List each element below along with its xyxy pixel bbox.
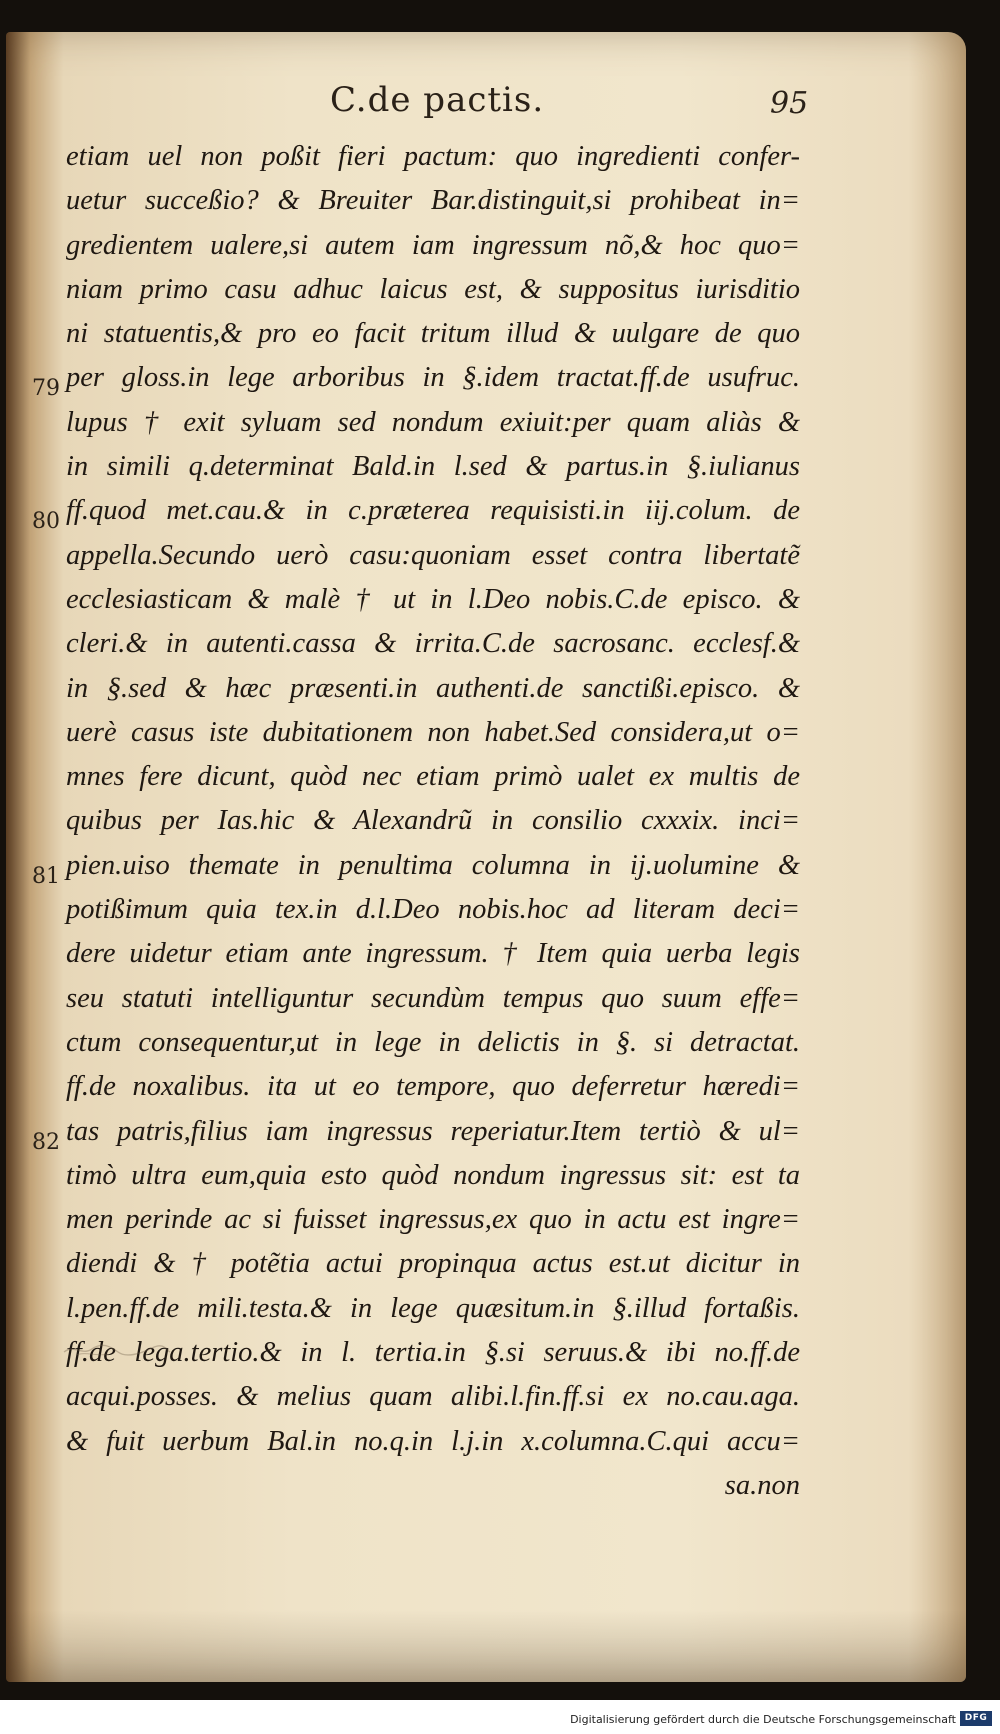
- running-head: C.de pactis.: [330, 80, 545, 120]
- text-line: appella.Secundo uerò casu:quoniam esset contra libertatẽ: [66, 539, 800, 571]
- text-line: tas patris,filius iam ingressus reperiatur.Item tertiò & ul=: [66, 1115, 800, 1147]
- digitization-credit: Digitalisierung gefördert durch die Deutsche Forschungsgemeinschaft: [570, 1713, 956, 1726]
- text-line: ff.quod met.cau.& in c.præterea requisisti.in iij.colum. de: [66, 495, 800, 527]
- catchword: sa.non: [724, 1469, 800, 1501]
- margin-number-79: 79: [32, 376, 60, 401]
- text-line: potißimum quia tex.in d.l.Deo nobis.hoc ad literam deci=: [66, 894, 800, 926]
- text-line: quibus per Ias.hic & Alexandrũ in consilio cxxxix. inci=: [66, 805, 800, 837]
- body-text: [66, 135, 800, 1508]
- text-line: cleri.& in autenti.cassa & irrita.C.de sacrosanc. ecclesf.&: [66, 628, 800, 660]
- margin-number-82: 82: [32, 1130, 60, 1155]
- text-line: ctum consequentur,ut in lege in delictis in §. si detractat.: [66, 1026, 800, 1058]
- text-line: ff.de lega.tertio.& in l. tertia.in §.si seruus.& ibi no.ff.de: [66, 1337, 800, 1369]
- text-line: l.pen.ff.de mili.testa.& in lege quæsitum.in §.illud fortaßis.: [66, 1292, 800, 1324]
- text-line: gredientem ualere,si autem iam ingressum nõ,& hoc quo=: [66, 229, 800, 261]
- text-line: per gloss.in lege arboribus in §.idem tractat.ff.de usufruc.: [66, 362, 800, 394]
- text-line: in §.sed & hæc præsenti.in authenti.de sanctißi.episco. &: [66, 672, 800, 704]
- margin-number-80: 80: [32, 509, 60, 534]
- text-line: men perinde ac si fuisset ingressus,ex quo in actu est ingre=: [66, 1204, 800, 1236]
- text-line: ff.de noxalibus. ita ut eo tempore, quo deferretur hæredi=: [66, 1071, 800, 1103]
- text-line: lupus † exit syluam sed nondum exiuit:per quam aliàs &: [66, 406, 800, 438]
- text-line: timò ultra eum,quia esto quòd nondum ingressus sit: est ta: [66, 1159, 800, 1191]
- dfg-logo: DFG: [960, 1711, 992, 1726]
- text-line: ecclesiasticam & malè † ut in l.Deo nobis.C.de episco. &: [66, 583, 800, 615]
- folio-number: 95: [770, 86, 809, 121]
- text-line: seu statuti intelliguntur secundùm tempus quo suum effe=: [66, 982, 800, 1014]
- text-line: dere uidetur etiam ante ingressum. † Item quia uerba legis: [66, 938, 800, 970]
- text-line: & fuit uerbum Bal.in no.q.in l.j.in x.columna.C.qui accu=: [66, 1425, 800, 1457]
- faded-marginal-scribble: [62, 1340, 172, 1360]
- text-line: niam primo casu adhuc laicus est, & suppositus iurisditio: [66, 273, 800, 305]
- text-line: uerè casus iste dubitationem non habet.Sed considera,ut o=: [66, 716, 800, 748]
- text-line: diendi & † potẽtia actui propinqua actus est.ut dicitur in: [66, 1248, 800, 1280]
- text-line: in simili q.determinat Bald.in l.sed & partus.in §.iulianus: [66, 451, 800, 483]
- margin-number-81: 81: [32, 864, 60, 889]
- text-line: pien.uiso themate in penultima columna in ij.uolumine &: [66, 849, 800, 881]
- text-line: ni statuentis,& pro eo facit tritum illud & uulgare de quo: [66, 318, 800, 350]
- page-shadow: [6, 1610, 966, 1682]
- text-line: mnes fere dicunt, quòd nec etiam primò ualet ex multis de: [66, 761, 800, 793]
- text-line: acqui.posses. & melius quam alibi.l.fin.ff.si ex no.cau.aga.: [66, 1381, 800, 1413]
- text-line: uetur succeßio? & Breuiter Bar.distinguit,si prohibeat in=: [66, 185, 800, 217]
- text-line: etiam uel non poßit fieri pactum: quo ingredienti confer-: [66, 141, 800, 172]
